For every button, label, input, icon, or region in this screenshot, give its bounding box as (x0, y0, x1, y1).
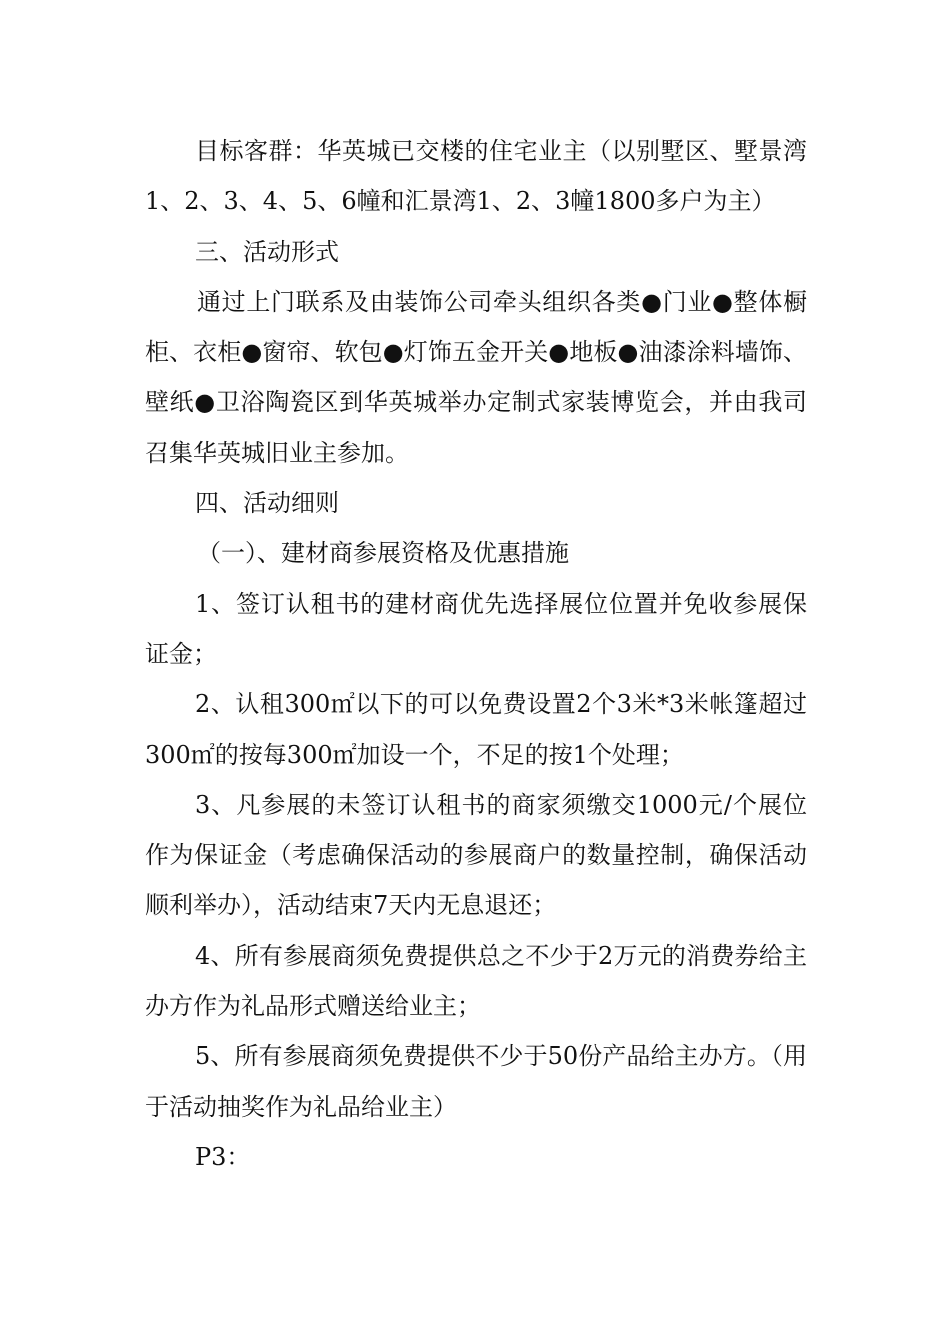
document-body (145, 126, 807, 1182)
subsection-heading-qualifications: （一）、建材商参展资格及优惠措施 (197, 539, 569, 568)
list-item-2: 2、认租300㎡以下的可以免费设置2个3米*3米帐篷超过300㎡的按每300㎡加设一个，不足的按1个处理； (145, 690, 807, 769)
list-item-1: 1、签订认租书的建材商优先选择展位位置并免收参展保证金； (145, 589, 807, 668)
list-item-5: 5、所有参展商须免费提供不少于50份产品给主办方。（用于活动抽奖作为礼品给业主） (145, 1042, 807, 1121)
section-heading-activity-details: 四、活动细则 (195, 489, 339, 518)
page-marker: P3： (195, 1142, 251, 1171)
section-heading-activity-form: 三、活动形式 (195, 237, 339, 266)
activity-form-paragraph: 通过上门联系及由装饰公司牵头组织各类●门业●整体橱柜、衣柜●窗帘、软包●灯饰五金开关●地板●油漆涂料墙饰、壁纸●卫浴陶瓷区到华英城举办定制式家装博览会，并由我司召集华英城旧业主参加。 (145, 287, 807, 467)
target-customers-paragraph: 目标客群：华英城已交楼的住宅业主（以别墅区、墅景湾1、2、3、4、5、6幢和汇景湾1、2、3幢1800多户为主） (145, 137, 807, 216)
list-item-3: 3、凡参展的未签订认租书的商家须缴交1000元/个展位作为保证金（考虑确保活动的参展商户的数量控制，确保活动顺利举办），活动结束7天内无息退还； (145, 790, 807, 920)
list-item-4: 4、所有参展商须免费提供总之不少于2万元的消费券给主办方作为礼品形式赠送给业主； (145, 941, 807, 1021)
